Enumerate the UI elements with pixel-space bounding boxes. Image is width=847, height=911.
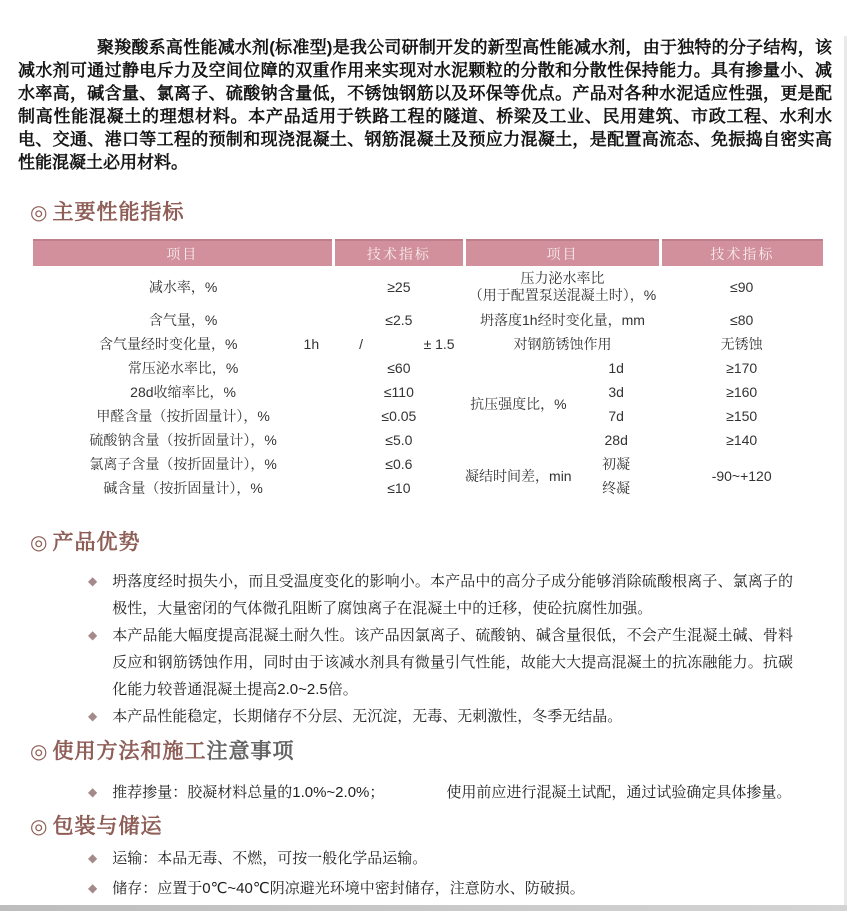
spec-sublabel: 3d	[608, 384, 624, 400]
diamond-bullet-icon: ◆	[88, 851, 98, 865]
spec-label: 硫酸钠含量（按折固量计），%	[89, 432, 277, 448]
spec-value: ≤110	[383, 384, 414, 400]
section-title-suffix: 注意事项	[206, 740, 295, 763]
list-item: ◆ 运输：本品无毒、不燃，可按一般化学品运输。	[88, 845, 793, 872]
spec-label: 坍落度1h经时变化量，mm	[480, 312, 645, 328]
spec-label: 常压泌水率比，%	[127, 360, 239, 376]
spec-sublabel: 初凝	[602, 456, 631, 472]
spec-value: -90~+120	[711, 468, 772, 484]
table-row	[33, 380, 823, 404]
spec-value: ≥25	[387, 279, 411, 295]
spec-value: ≥160	[726, 384, 758, 400]
spec-sublabel: 7d	[608, 408, 624, 424]
list-item: ◆ 储存：应置于0℃~40℃阴凉避光环境中密封储存，注意防水、防破损。	[88, 875, 793, 902]
spec-group-label: 凝结时间差，min	[465, 468, 572, 484]
packaging-list	[30, 845, 820, 902]
spec-value: ≥150	[726, 408, 758, 424]
scan-edge-bottom	[0, 905, 847, 911]
table-row	[33, 266, 823, 308]
section-title: 包装与储运	[52, 815, 163, 838]
spec-label: 减水率，%	[148, 279, 218, 295]
list-item: ◆ 本产品能大幅度提高混凝土耐久性。该产品因氯离子、硫酸钠、碱含量很低，不会产生混凝土碱、骨料反应和钢筋锈蚀作用，同时由于该减水剂具有微量引气性能，故能大大提高混凝土的抗冻融能力。抗碳化能力较普通混凝土提高2.0~2.5倍。	[88, 622, 793, 703]
section-title: 主要性能指标	[52, 201, 185, 224]
spec-value: ≤60	[387, 360, 411, 376]
spec-label: 含气量经时变化量，% 1h	[99, 336, 320, 352]
section-title: 使用方法和施工	[52, 740, 207, 763]
usage-note-text: 使用前应进行混凝土试配，通过试验确定具体掺量。	[446, 784, 792, 801]
spec-value: 无锈蚀	[720, 336, 763, 352]
spec-label: 28d收缩率比，%	[130, 384, 236, 400]
spec-sublabel: 1d	[608, 360, 624, 376]
diamond-bullet-icon: ◆	[88, 628, 98, 642]
diamond-bullet-icon: ◆	[88, 881, 98, 895]
spec-table	[33, 239, 823, 500]
usage-list	[30, 779, 820, 806]
spec-group-label: 抗压强度比，%	[470, 396, 567, 412]
table-row	[33, 428, 823, 452]
spec-label: 氯离子含量（按折固量计），%	[89, 456, 277, 472]
table-row	[33, 404, 823, 428]
double-circle-icon: ◎	[30, 816, 48, 838]
spec-label: 压力泌水率比 （用于配置泵送混凝土时），%	[468, 270, 657, 303]
section-heading-advantages	[30, 530, 820, 556]
section-title: 产品优势	[52, 531, 141, 554]
spec-value: ≥170	[726, 360, 758, 376]
diamond-bullet-icon: ◆	[88, 785, 98, 799]
double-circle-icon: ◎	[30, 532, 48, 554]
spec-label: 对钢筋锈蚀作用	[513, 336, 612, 352]
spec-label: 甲醛含量（按折固量计），%	[96, 408, 270, 424]
spec-sublabel: 终凝	[602, 480, 631, 496]
spec-value: ≤5.0	[385, 432, 413, 448]
table-header-row	[33, 240, 823, 266]
double-circle-icon: ◎	[30, 741, 48, 763]
section-heading-performance	[30, 200, 820, 226]
section-heading-packaging	[30, 814, 820, 840]
spec-value: / ± 1.5	[359, 336, 455, 352]
spec-value: ≤10	[387, 480, 411, 496]
spec-value: ≤0.6	[385, 456, 413, 472]
spec-sublabel: 28d	[604, 432, 628, 448]
spec-label: 含气量，%	[148, 312, 218, 328]
spec-value: ≤0.05	[381, 408, 417, 424]
intro-paragraph: 聚羧酸系高性能减水剂(标准型)是我公司研制开发的新型高性能减水剂，由于独特的分子结构，该减水剂可通过静电斥力及空间位障的双重作用来实现对水泥颗粒的分散和分散性保持能力。具有掺量小、减水率高，碱含量、氯离子、硫酸钠含量低，不锈蚀钢筋以及环保等优点。产品对各种水泥适应性强，更是配制高性能混凝土的理想材料。本产品适用于铁路工程的隧道、桥梁及工业、民用建筑、市政工程、水利水电、交通、港口等工程的预制和现浇混凝土、钢筋混凝土及预应力混凝土，是配置高流态、免振捣自密实高性能混凝土必用材料。	[18, 38, 832, 172]
document-page	[0, 36, 847, 902]
double-circle-icon: ◎	[30, 202, 48, 224]
table-row	[33, 308, 823, 332]
section-heading-usage	[30, 739, 820, 765]
header-project-right: 项目	[465, 240, 661, 266]
diamond-bullet-icon: ◆	[88, 574, 98, 588]
header-indicator-right: 技术指标	[660, 240, 823, 266]
spec-label: 碱含量（按折固量计），%	[103, 480, 263, 496]
list-item	[88, 779, 793, 806]
table-row	[33, 452, 823, 476]
table-row	[33, 356, 823, 380]
table-row	[33, 332, 823, 356]
header-indicator-left: 技术指标	[333, 240, 464, 266]
dosage-text: 推荐掺量：胶凝材料总量的1.0%~2.0%；	[112, 784, 385, 801]
spec-value: ≤90	[730, 279, 754, 295]
spec-value: ≥140	[726, 432, 758, 448]
list-item: ◆ 坍落度经时损失小，而且受温度变化的影响小。本产品中的高分子成分能够消除硫酸根离子、氯离子的极性，大量密闭的气体微孔阻断了腐蚀离子在混凝土中的迁移，使砼抗腐性加强。	[88, 568, 793, 622]
list-item: ◆ 本产品性能稳定，长期储存不分层、无沉淀，无毒、无刺激性，冬季无结晶。	[88, 703, 793, 730]
advantages-list	[30, 568, 820, 730]
diamond-bullet-icon: ◆	[88, 709, 98, 723]
spec-value: ≤80	[730, 312, 754, 328]
header-project-left: 项目	[33, 240, 333, 266]
spec-value: ≤2.5	[385, 312, 413, 328]
